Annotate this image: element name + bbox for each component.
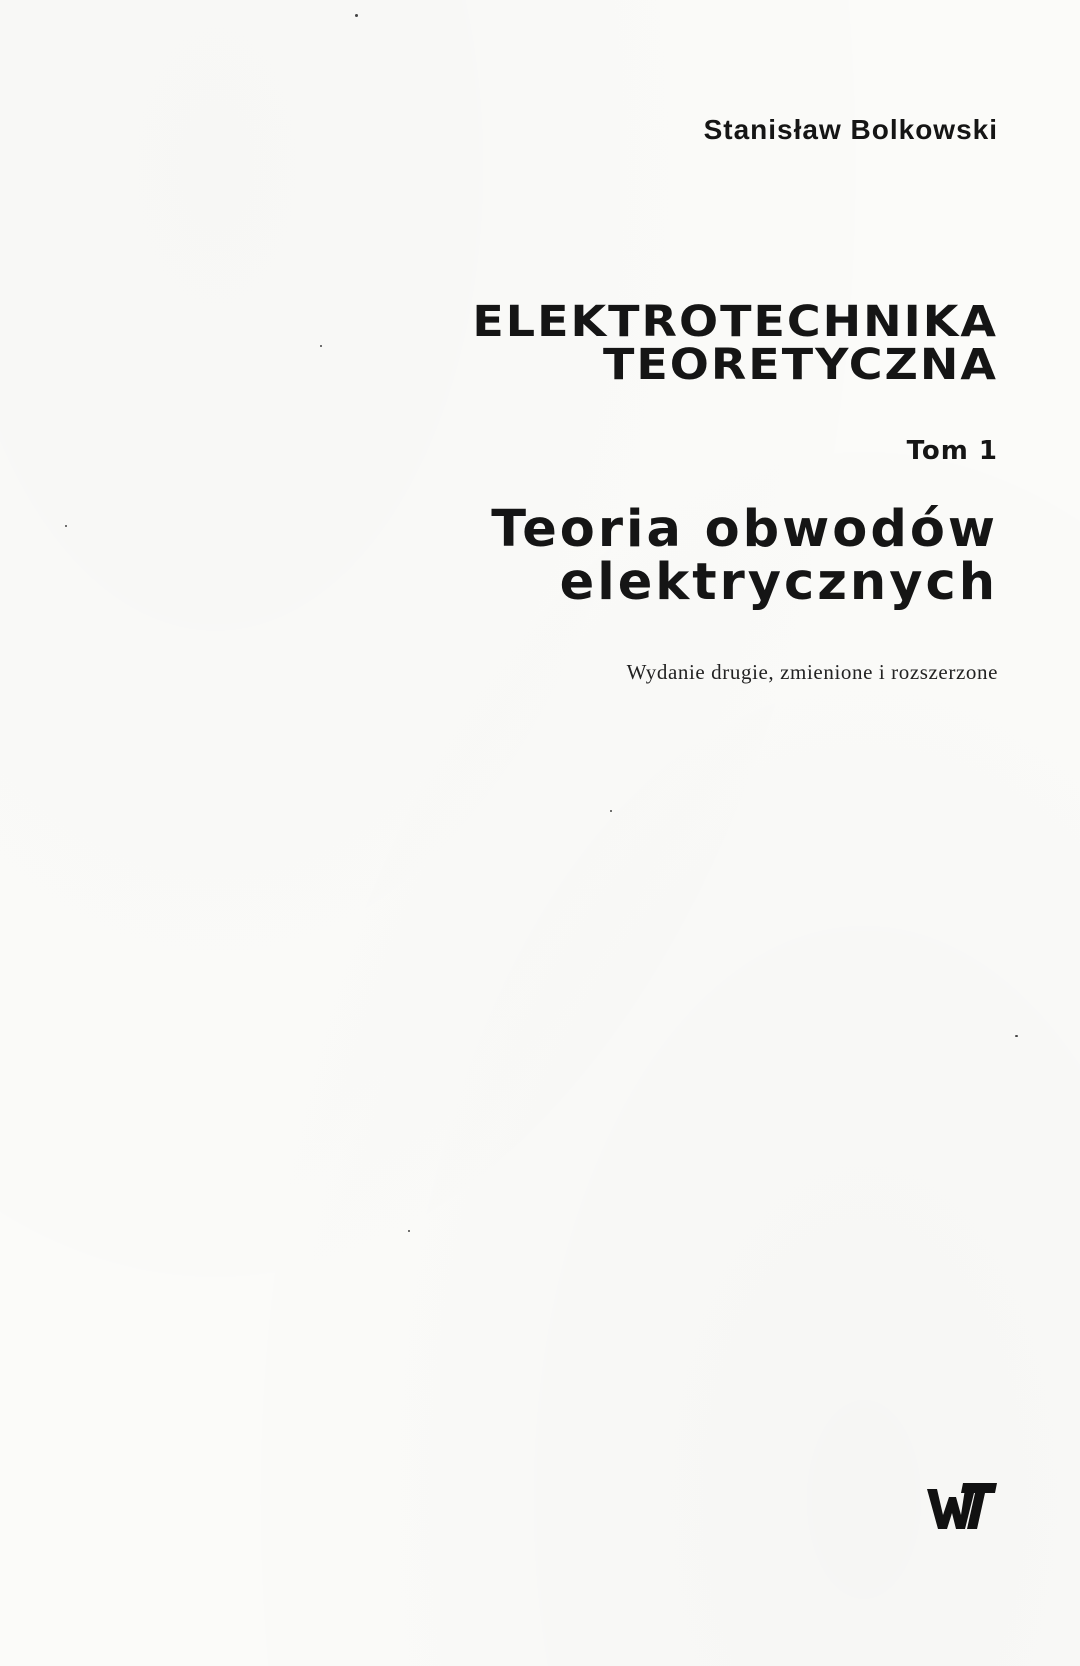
book-subtitle-line-2: elektrycznych <box>559 553 998 612</box>
scan-speck <box>65 525 67 527</box>
scan-speck <box>408 1230 410 1232</box>
scan-speck <box>610 810 612 812</box>
author-name: Stanisław Bolkowski <box>703 114 998 145</box>
book-subtitle <box>491 500 998 612</box>
volume-label: Tom 1 <box>906 436 998 466</box>
scan-speck <box>1015 1035 1018 1037</box>
book-title-line-2: TEORETYCZNA <box>602 339 998 390</box>
publisher-logo-icon <box>925 1475 997 1533</box>
book-title <box>472 296 998 390</box>
scan-speck <box>355 14 358 17</box>
scan-speck <box>320 345 322 347</box>
book-subtitle-line-1: Teoria obwodów <box>491 500 998 559</box>
book-title-line-1: ELEKTROTECHNIKA <box>472 296 998 346</box>
edition-note: Wydanie drugie, zmienione i rozszerzone <box>626 660 998 684</box>
